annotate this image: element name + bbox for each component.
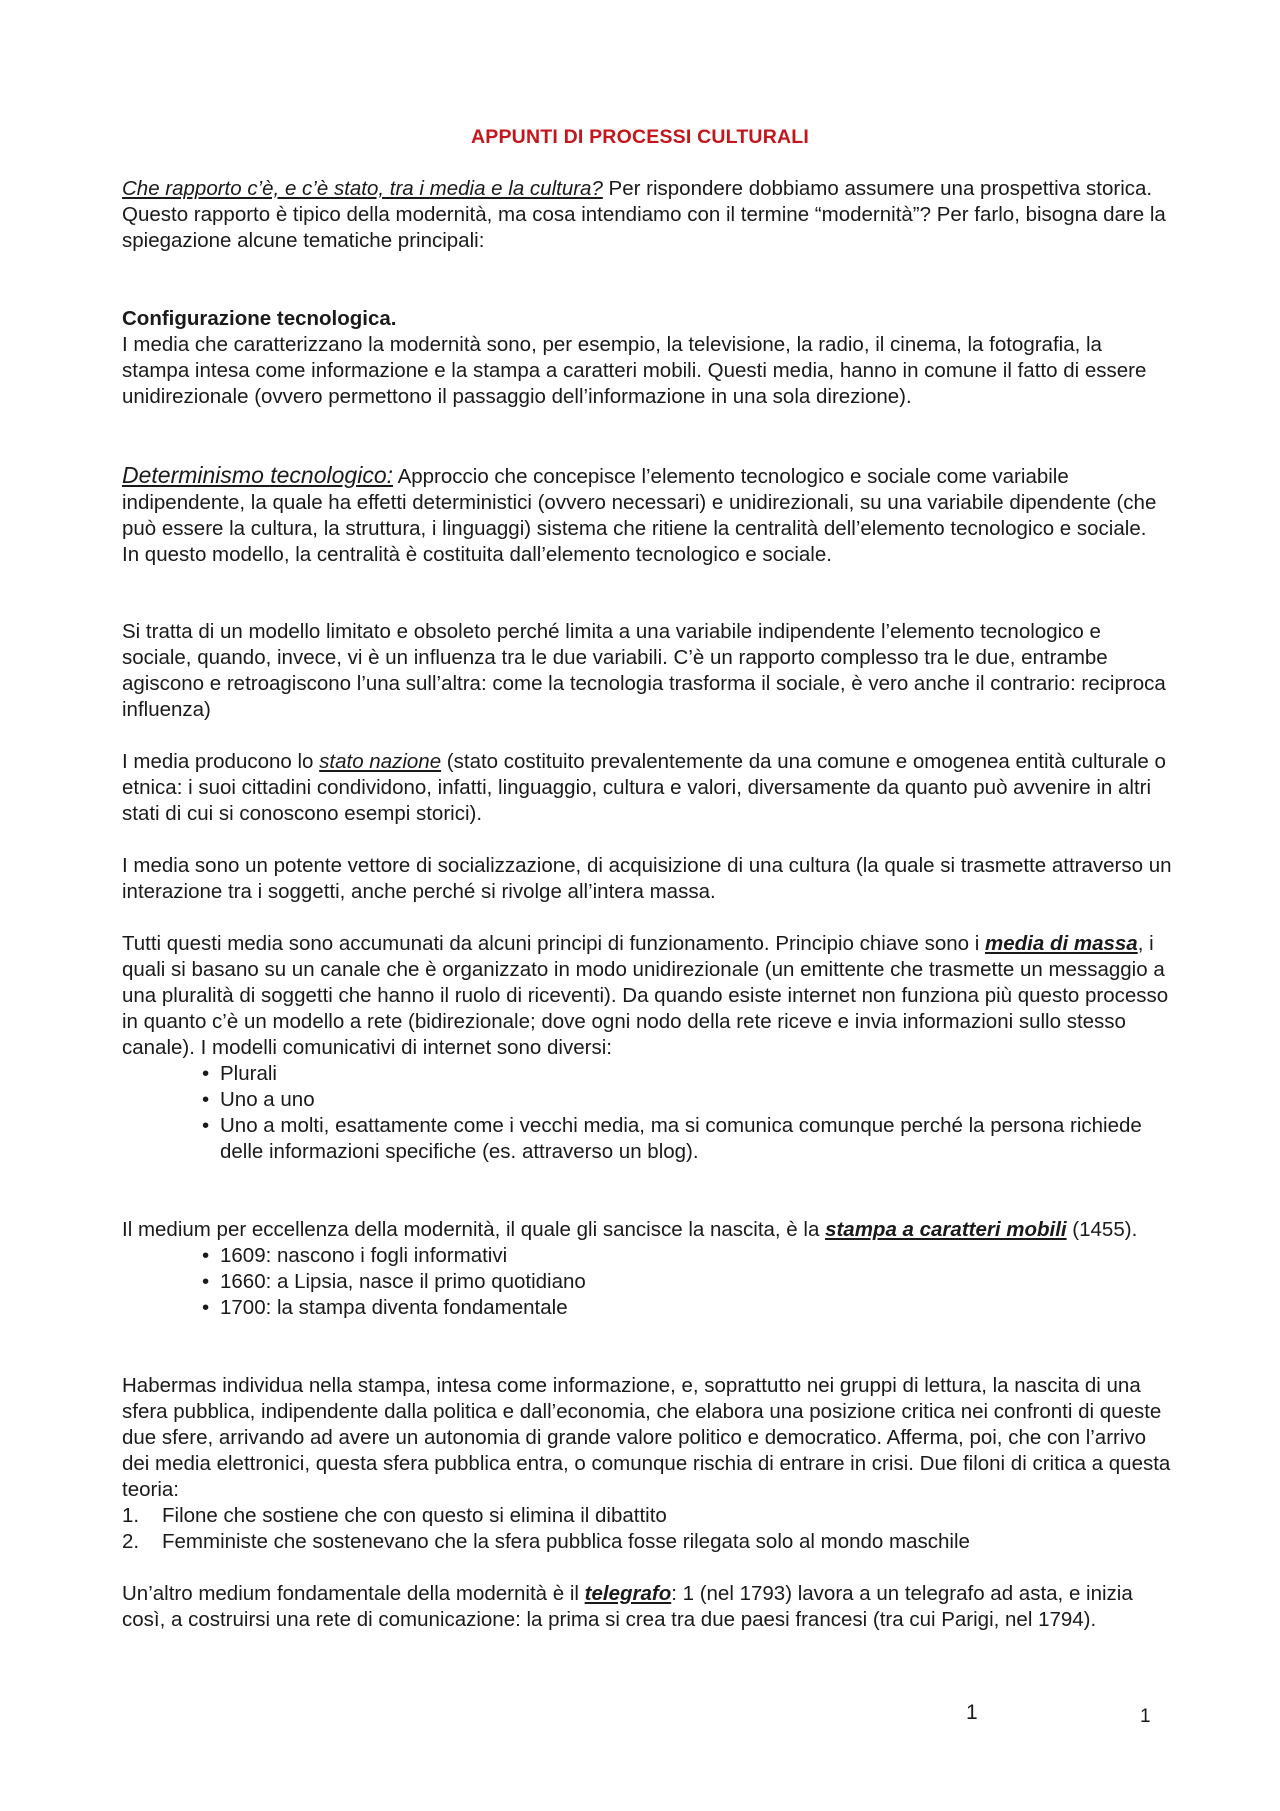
massa-post: , i quali si basano su un canale che è organizzato in modo unidirezionale (un emittente che trasmette un messaggio a una pluralità di soggetti che hanno il ruolo di riceventi). Da quando esiste internet non funziona più questo processo in quanto c’è un modello a rete (bidirezionale; dove ogni nodo della rete riceve e invia informazioni sullo stesso canale). I modelli comunicativi di internet sono diversi: [122, 932, 1169, 1059]
intro-paragraph [122, 176, 1172, 254]
stato-paragraph [122, 749, 1172, 827]
bullet-icon: • [202, 1114, 210, 1137]
list-item [122, 1529, 1172, 1555]
list-item-text: Uno a molti, esattamente come i vecchi media, ma si comunica comunque perché la persona richiede delle informazioni specifiche (es. attraverso un blog). [220, 1114, 1142, 1163]
habermas-numbered-list [122, 1503, 1172, 1555]
stampa-section [122, 1217, 1172, 1321]
massa-bullet-list [122, 1061, 1172, 1165]
telegrafo-pre: Un’altro medium fondamentale della modernità è il [122, 1582, 585, 1605]
list-item [122, 1087, 1172, 1113]
bullet-icon: • [202, 1270, 210, 1293]
config-section [122, 306, 1172, 410]
bullet-icon: • [202, 1296, 210, 1319]
vettore-paragraph: I media sono un potente vettore di socializzazione, di acquisizione di una cultura (la quale si trasmette attraverso un interazione tra i soggetti, anche perché si rivolge all’intera massa. [122, 854, 1172, 903]
page-number: 1 [966, 1701, 978, 1724]
list-item-text: Femministe che sostenevano che la sfera pubblica fosse rilegata solo al mondo maschile [162, 1530, 970, 1553]
bullet-icon: • [202, 1062, 210, 1085]
list-item [122, 1113, 1172, 1165]
determinismo-text: Approccio che concepisce l’elemento tecnologico e sociale come variabile indipendente, la quale ha effetti deterministici (ovvero necessari) e unidirezionali, su una variabile dipendente (che può essere la cultura, la struttura, i linguaggi) sistema che ritiene la centralità dell’elemento tecnologico e sociale. [122, 465, 1157, 540]
telegrafo-term: telegrafo [584, 1582, 672, 1605]
massa-pre: Tutti questi media sono accumunati da alcuni principi di funzionamento. Principio chiave sono i [122, 932, 985, 955]
habermas-text: Habermas individua nella stampa, intesa come informazione, e, soprattutto nei gruppi di lettura, la nascita di una sfera pubblica, indipendente dalla politica e dall’economia, che elabora una posizione critica nei confronti di queste due sfere, arrivando ad avere un autonomia di grande valore politico e democratico. Afferma, poi, che con l’arrivo dei media elettronici, questa sfera pubblica entra, o comunque rischia di entrare in crisi. Due filoni di critica a questa teoria: [122, 1374, 1171, 1501]
list-item [122, 1269, 1172, 1295]
stato-pre: I media producono lo [122, 750, 320, 773]
massa-term: media di massa [985, 932, 1138, 955]
document-title: APPUNTI DI PROCESSI CULTURALI [470, 126, 810, 148]
stato-term: stato nazione [319, 750, 442, 773]
list-item-text: 1700: la stampa diventa fondamentale [220, 1296, 568, 1319]
intro-rest: Per rispondere dobbiamo assumere una prospettiva storica. [602, 177, 1153, 200]
determinismo-term: Determinismo tecnologico: [122, 462, 394, 488]
stampa-post: (1455). [1066, 1218, 1138, 1241]
habermas-section [122, 1373, 1172, 1555]
limite-paragraph: Si tratta di un modello limitato e obsoleto perché limita a una variabile indipendente l’elemento tecnologico e sociale, quando, invece, vi è un influenza tra le due variabili. C’è un rapporto complesso tra le due, entrambe agiscono e retroagiscono l’una sull’altra: come la tecnologia trasforma il sociale, è vero anche il contrario: reciproca influenza) [122, 620, 1166, 721]
determinismo-line2: In questo modello, la centralità è costituita dall’elemento tecnologico e sociale. [122, 543, 832, 566]
list-item [122, 1295, 1172, 1321]
list-item-number: 2. [122, 1530, 140, 1553]
telegrafo-post: : 1 (nel 1793) lavora a un telegrafo ad asta, e inizia così, a costruirsi una rete di comunicazione: la prima si crea tra due paesi francesi (tra cui Parigi, nel 1794). [122, 1582, 1133, 1631]
list-item-text: Filone che sostiene che con questo si elimina il dibattito [162, 1504, 667, 1527]
list-item-text: Uno a uno [220, 1088, 315, 1111]
massa-section [122, 931, 1172, 1165]
list-item-text: 1609: nascono i fogli informativi [220, 1244, 508, 1267]
list-item [122, 1503, 1172, 1529]
bullet-icon: • [202, 1244, 210, 1267]
list-item-number: 1. [122, 1504, 140, 1527]
list-item [122, 1061, 1172, 1087]
intro-line2: Questo rapporto è tipico della modernità, ma cosa intendiamo con il termine “modernità”? Per farlo, bisogna dare la spiegazione alcune tematiche principali: [122, 203, 1166, 252]
bullet-icon: • [202, 1088, 210, 1111]
stampa-term: stampa a caratteri mobili [825, 1218, 1067, 1241]
page-number-secondary: 1 [1140, 1706, 1151, 1727]
determinismo-section [122, 462, 1172, 568]
stampa-bullet-list [122, 1243, 1172, 1321]
config-heading: Configurazione tecnologica. [122, 307, 397, 330]
list-item [122, 1243, 1172, 1269]
config-text: I media che caratterizzano la modernità sono, per esempio, la televisione, la radio, il cinema, la fotografia, la stampa intesa come informazione e la stampa a caratteri mobili. Questi media, hanno in comune il fatto di essere unidirezionale (ovvero permettono il passaggio dell’informazione in una sola direzione). [122, 333, 1147, 408]
telegrafo-paragraph [122, 1581, 1172, 1633]
list-item-text: 1660: a Lipsia, nasce il primo quotidiano [220, 1270, 586, 1293]
intro-question: Che rapporto c’è, e c’è stato, tra i media e la cultura? [122, 177, 603, 200]
stato-post: (stato costituito prevalentemente da una comune e omogenea entità culturale o etnica: i suoi cittadini condividono, infatti, linguaggio, cultura e valori, diversamente da quanto può avvenire in altri stati di cui si conoscono esempi storici). [122, 750, 1166, 825]
list-item-text: Plurali [220, 1062, 277, 1085]
stampa-pre: Il medium per eccellenza della modernità, il quale gli sancisce la nascita, è la [122, 1218, 826, 1241]
